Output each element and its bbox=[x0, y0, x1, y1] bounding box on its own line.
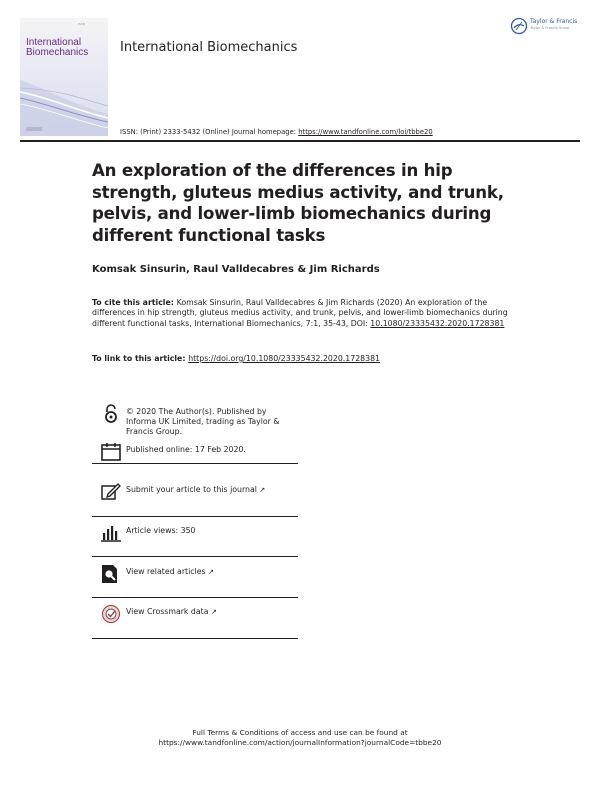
publisher-logo-icon bbox=[510, 17, 528, 35]
cover-publisher-logo bbox=[26, 127, 42, 131]
article-doi-link[interactable]: https://doi.org/10.1080/23335432.2020.1728381 bbox=[188, 354, 380, 363]
published-date: Published online: 17 Feb 2020. bbox=[126, 445, 246, 454]
publisher-logo[interactable] bbox=[510, 16, 584, 38]
external-link-icon: ↗ bbox=[210, 608, 217, 616]
cover-title bbox=[26, 38, 88, 58]
open-access-icon bbox=[100, 404, 122, 424]
search-document-icon bbox=[100, 564, 122, 584]
external-link-icon: ↗ bbox=[259, 486, 266, 494]
crossmark-link-text[interactable]: View Crossmark data bbox=[126, 607, 209, 616]
issn-line bbox=[120, 128, 433, 136]
cover-small-text: ISSN bbox=[78, 22, 85, 26]
footer-terms-link[interactable]: https://www.tandfonline.com/action/journalInformation?journalCode=tbbe20 bbox=[158, 738, 442, 747]
info-divider bbox=[92, 597, 298, 598]
submit-link-text[interactable]: Submit your article to this journal bbox=[126, 485, 257, 494]
cite-doi-link[interactable]: 10.1080/23335432.2020.1728381 bbox=[370, 318, 505, 328]
cover-title-line1: International bbox=[26, 37, 82, 48]
journal-name[interactable]: International Biomechanics bbox=[120, 40, 298, 55]
issn-text: ISSN: (Print) 2333-5432 (Online) Journal homepage: bbox=[120, 128, 299, 136]
cover-title-line2: Biomechanics bbox=[26, 47, 89, 58]
info-divider bbox=[92, 463, 298, 464]
info-divider bbox=[92, 638, 298, 639]
publisher-logo-name: Taylor & Francis bbox=[530, 18, 578, 25]
crossmark-row[interactable] bbox=[92, 604, 298, 624]
external-link-icon: ↗ bbox=[208, 568, 214, 576]
edit-icon bbox=[100, 482, 122, 502]
article-link-line bbox=[92, 354, 380, 363]
submit-row[interactable] bbox=[92, 482, 298, 502]
published-row bbox=[92, 442, 298, 462]
journal-cover bbox=[20, 18, 108, 136]
publisher-logo-subname: Taylor & Francis Group bbox=[530, 26, 570, 30]
article-title: An exploration of the differences in hip strength, gluteus medius activity, and trunk, pelvis, and lower-limb biomechanics during different functional tasks bbox=[92, 161, 504, 245]
info-divider bbox=[92, 516, 298, 517]
views-row bbox=[92, 523, 298, 543]
header-divider bbox=[20, 140, 580, 142]
license-text: © 2020 The Author(s). Published by Informa UK Limited, trading as Taylor & Francis Group. bbox=[126, 407, 280, 436]
submit-link[interactable] bbox=[126, 482, 265, 495]
footer bbox=[0, 728, 600, 748]
cite-label: To cite this article: bbox=[92, 298, 177, 307]
crossmark-link[interactable] bbox=[126, 604, 217, 617]
citation-block bbox=[92, 298, 512, 329]
crossmark-icon bbox=[100, 604, 122, 624]
related-link-text[interactable]: View related articles bbox=[126, 567, 206, 576]
cover-swoosh-graphic bbox=[20, 18, 108, 136]
link-label: To link to this article: bbox=[92, 354, 189, 363]
related-row[interactable] bbox=[92, 564, 298, 584]
journal-homepage-link[interactable]: https://www.tandfonline.com/loi/tbbe20 bbox=[298, 128, 433, 136]
cite-text: Komsak Sinsurin, Raul Valldecabres & Jim Richards (2020) An exploration of the differences in hip strength, gluteus medius activity, and trunk, pelvis, and lower-limb biomechanics during different functional tasks, International Biomechanics, 7:1, 35-43, DOI: bbox=[92, 298, 508, 328]
info-divider bbox=[92, 556, 298, 557]
article-views: Article views: 350 bbox=[126, 526, 196, 535]
article-authors[interactable]: Komsak Sinsurin, Raul Valldecabres & Jim Richards bbox=[92, 264, 380, 275]
footer-terms-text: Full Terms & Conditions of access and use can be found at bbox=[192, 728, 408, 737]
calendar-icon bbox=[100, 442, 122, 462]
related-link[interactable] bbox=[126, 564, 214, 577]
license-row bbox=[92, 404, 298, 437]
bar-chart-icon bbox=[100, 523, 122, 543]
